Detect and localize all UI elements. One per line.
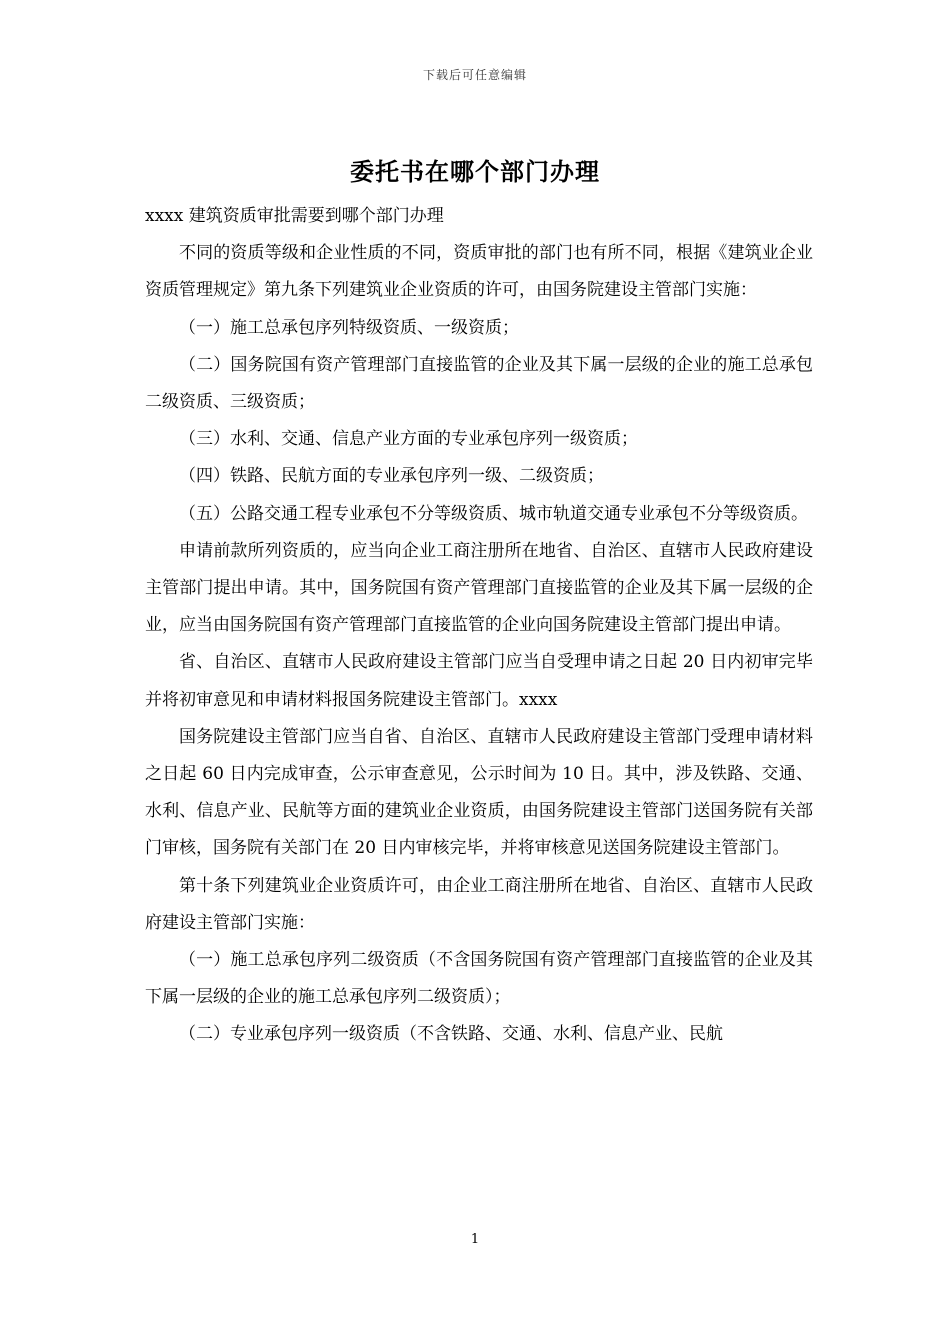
paragraph: 不同的资质等级和企业性质的不同，资质审批的部门也有所不同，根据《建筑业企业资质管理规定》第九条下列建筑业企业资质的许可，由国务院建设主管部门实施： <box>145 243 813 301</box>
paragraph-subtitle: xxxx 建筑资质审批需要到哪个部门办理 <box>145 206 444 226</box>
list-item: （一）施工总承包序列特级资质、一级资质； <box>179 317 519 338</box>
list-item: （三）水利、交通、信息产业方面的专业承包序列一级资质； <box>179 429 638 450</box>
list-item: （二）国务院国有资产管理部门直接监管的企业及其下属一层级的企业的施工总承包二级资质、三级资质； <box>145 354 813 413</box>
paragraph: 国务院建设主管部门应当自省、自治区、直辖市人民政府建设主管部门受理申请材料之日起 60 日内完成审查，公示审查意见，公示时间为 10 日。其中，涉及铁路、交通、水利、信息产业、民航等方面的建筑业企业资质，由国务院建设主管部门送国务院有关部门审核，国务院有关部门在 20 日内审核完毕，并将审核意见送国务院建设主管部门。 <box>145 726 813 859</box>
document-title: 委托书在哪个部门办理 <box>350 157 600 186</box>
list-item: （二）专业承包序列一级资质（不含铁路、交通、水利、信息产业、民航 <box>179 1024 723 1045</box>
page-header-note: 下载后可任意编辑 <box>422 68 527 82</box>
paragraph: 申请前款所列资质的，应当向企业工商注册所在地省、自治区、直辖市人民政府建设主管部门提出申请。其中，国务院国有资产管理部门直接监管的企业及其下属一层级的企业，应当由国务院国有资产管理部门直接监管的企业向国务院建设主管部门提出申请。 <box>145 540 813 636</box>
paragraph: 第十条下列建筑业企业资质许可，由企业工商注册所在地省、自治区、直辖市人民政府建设主管部门实施： <box>145 875 813 933</box>
list-item: （一）施工总承包序列二级资质（不含国务院国有资产管理部门直接监管的企业及其下属一层级的企业的施工总承包序列二级资质）； <box>145 950 813 1008</box>
list-item: （五）公路交通工程专业承包不分等级资质、城市轨道交通专业承包不分等级资质。 <box>179 503 808 524</box>
page-number: 1 <box>470 1232 480 1247</box>
document-body <box>145 198 813 1054</box>
list-item: （四）铁路、民航方面的专业承包序列一级、二级资质； <box>179 466 604 487</box>
paragraph: 省、自治区、直辖市人民政府建设主管部门应当自受理申请之日起 20 日内初审完毕并将初审意见和申请材料报国务院建设主管部门。xxxx <box>145 652 813 710</box>
